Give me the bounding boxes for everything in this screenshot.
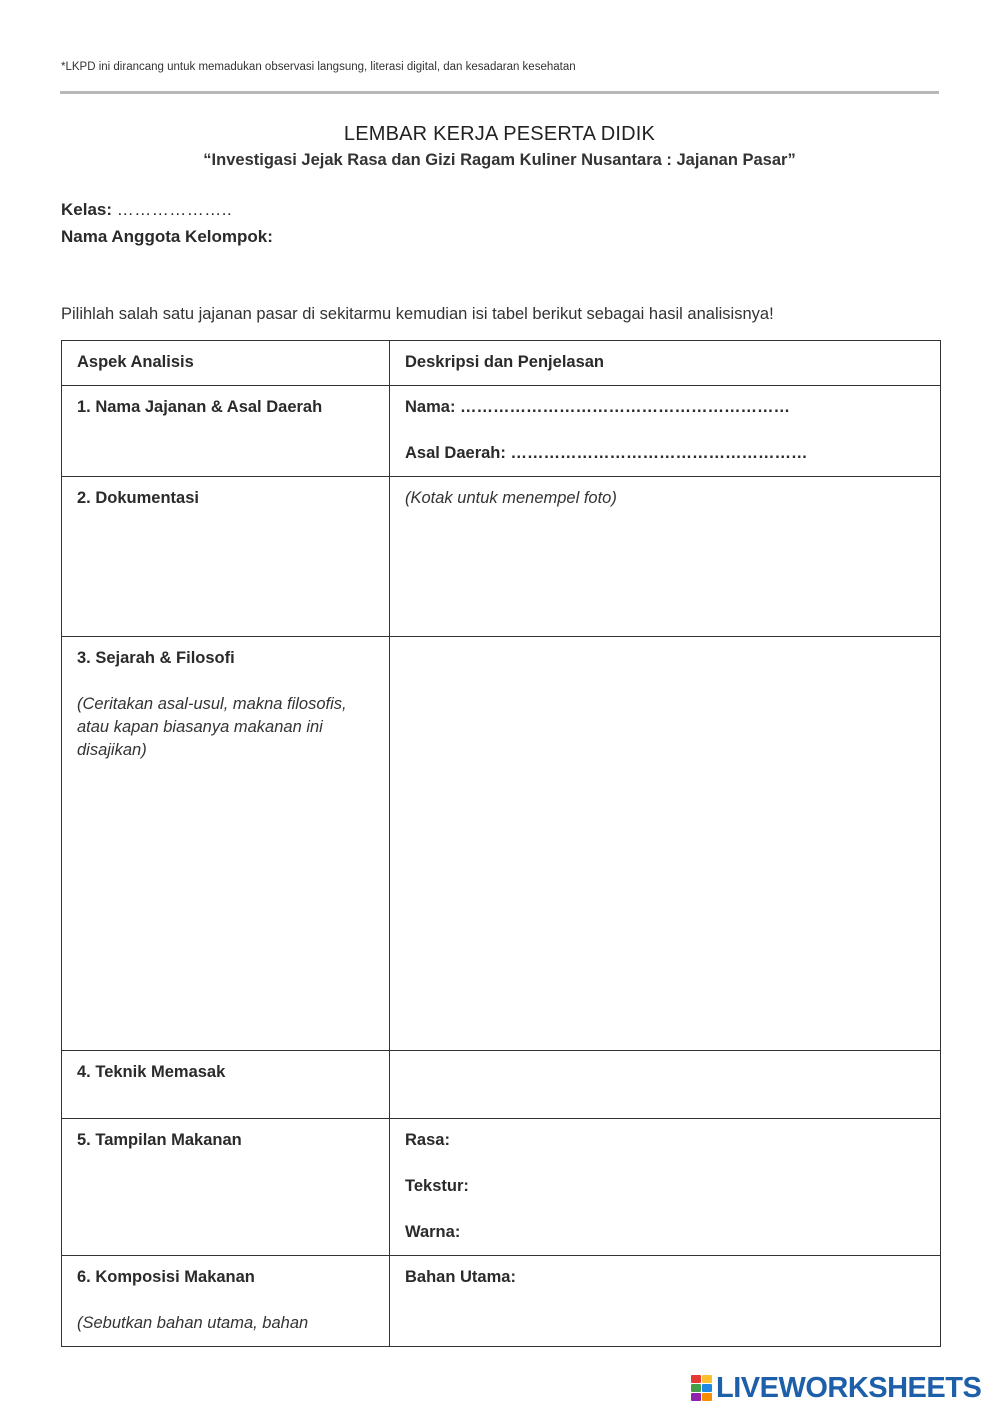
bahan-utama-label: Bahan Utama: bbox=[405, 1268, 516, 1286]
row2-aspect: 2. Dokumentasi bbox=[62, 477, 390, 637]
anggota-kelompok-field[interactable] bbox=[61, 227, 273, 247]
instruction-text: Pilihlah salah satu jajanan pasar di sekitarmu kemudian isi tabel berikut sebagai hasil analisisnya! bbox=[61, 305, 774, 323]
footnote-text: *LKPD ini dirancang untuk memadukan observasi langsung, literasi digital, dan kesadaran kesehatan bbox=[61, 61, 576, 73]
row4-aspect: 4. Teknik Memasak bbox=[62, 1051, 390, 1119]
row3-hint: (Ceritakan asal-usul, makna filosofis, atau kapan biasanya makanan ini disajikan) bbox=[77, 695, 347, 759]
photo-placeholder: (Kotak untuk menempel foto) bbox=[405, 489, 617, 507]
kelas-field[interactable] bbox=[61, 200, 232, 220]
kelas-dots: ……………….. bbox=[116, 200, 233, 219]
table-row bbox=[62, 1051, 941, 1119]
logo-square-icon bbox=[702, 1384, 712, 1392]
table-row bbox=[62, 637, 941, 1051]
table-row bbox=[62, 1256, 941, 1347]
row3-aspect: 3. Sejarah & Filosofi bbox=[77, 649, 235, 667]
page-title: LEMBAR KERJA PESERTA DIDIK bbox=[343, 123, 656, 145]
row3-answer-cell[interactable] bbox=[390, 637, 941, 1051]
table-row bbox=[62, 477, 941, 637]
row6-answer-cell[interactable] bbox=[390, 1256, 941, 1347]
rasa-label: Rasa: bbox=[405, 1131, 450, 1149]
liveworksheets-logo[interactable] bbox=[691, 1371, 981, 1405]
analysis-table bbox=[61, 340, 941, 1347]
row1-answer-cell[interactable] bbox=[390, 386, 941, 477]
table-row bbox=[62, 1119, 941, 1256]
row3-aspect-cell bbox=[62, 637, 390, 1051]
logo-square-icon bbox=[691, 1375, 701, 1383]
row5-aspect: 5. Tampilan Makanan bbox=[62, 1119, 390, 1256]
header-divider bbox=[60, 91, 939, 94]
anggota-label: Nama Anggota Kelompok: bbox=[61, 227, 273, 246]
warna-label: Warna: bbox=[405, 1223, 461, 1241]
row4-answer-cell[interactable] bbox=[390, 1051, 941, 1119]
row1-aspect: 1. Nama Jajanan & Asal Daerah bbox=[62, 386, 390, 477]
row5-answer-cell[interactable] bbox=[390, 1119, 941, 1256]
page-subtitle: “Investigasi Jejak Rasa dan Gizi Ragam Kuliner Nusantara : Jajanan Pasar” bbox=[203, 151, 796, 169]
photo-box[interactable] bbox=[390, 477, 941, 637]
row1-asal: Asal Daerah: ……………………………………………… bbox=[405, 444, 808, 462]
header-aspek: Aspek Analisis bbox=[62, 341, 390, 386]
row6-aspect-cell bbox=[62, 1256, 390, 1347]
table-header-row bbox=[62, 341, 941, 386]
liveworksheets-logo-text: LIVEWORKSHEETS bbox=[716, 1371, 982, 1404]
kelas-label: Kelas: bbox=[61, 200, 113, 219]
tekstur-label: Tekstur: bbox=[405, 1177, 469, 1195]
row6-hint: (Sebutkan bahan utama, bahan bbox=[77, 1314, 309, 1332]
logo-square-icon bbox=[691, 1384, 701, 1392]
row6-aspect: 6. Komposisi Makanan bbox=[77, 1268, 255, 1286]
table-row bbox=[62, 386, 941, 477]
logo-square-icon bbox=[691, 1393, 701, 1401]
header-deskripsi: Deskripsi dan Penjelasan bbox=[390, 341, 941, 386]
liveworksheets-logo-icon bbox=[691, 1375, 713, 1401]
row1-nama: Nama: …………………………………………………… bbox=[405, 398, 791, 416]
logo-square-icon bbox=[702, 1375, 712, 1383]
logo-square-icon bbox=[702, 1393, 712, 1401]
